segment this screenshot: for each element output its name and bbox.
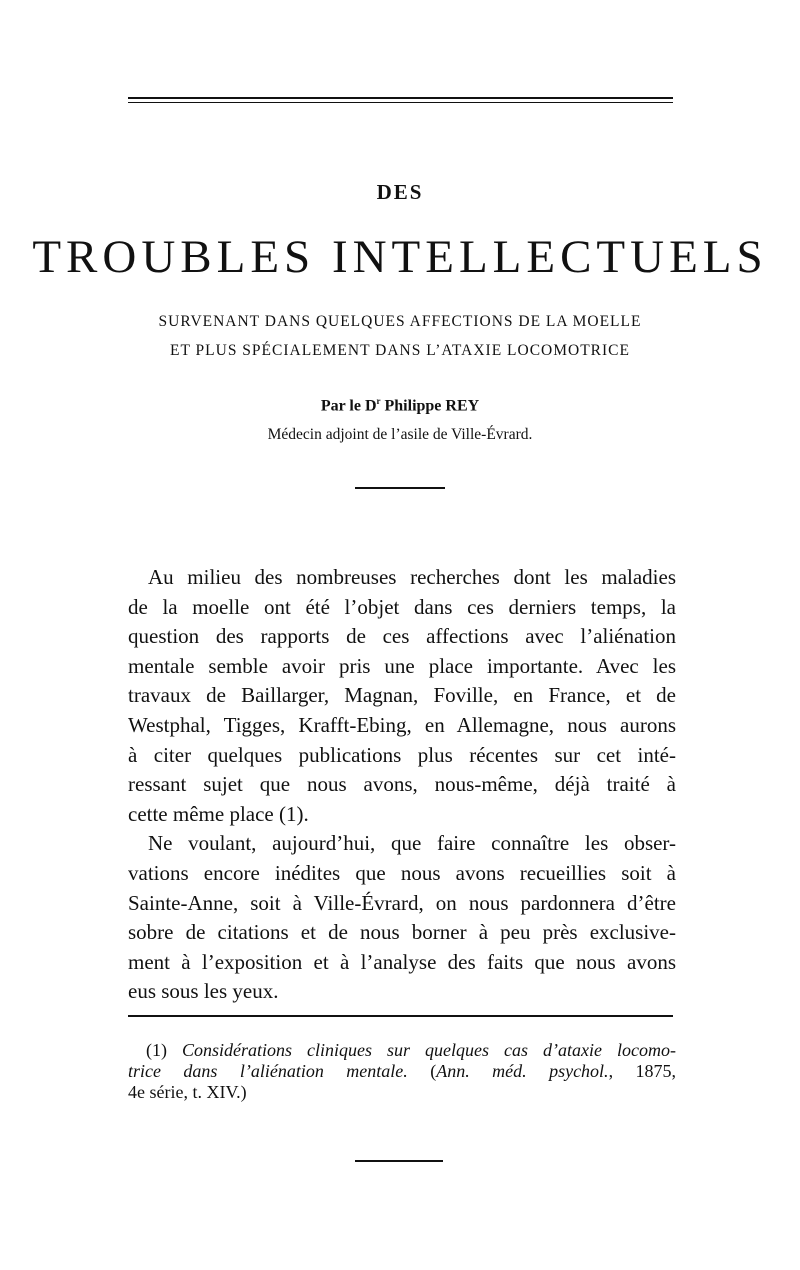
footnote-year: , 1875, xyxy=(608,1061,676,1081)
footnote-ref-open: ( xyxy=(407,1061,437,1081)
footnote-journal: Ann. méd. psychol. xyxy=(436,1061,609,1081)
footnote-marker: (1) xyxy=(146,1040,182,1060)
author-affiliation: Médecin adjoint de l’asile de Ville-Évrard. xyxy=(267,426,533,443)
footnote-title-part-2: trice dans l’aliénation mentale. xyxy=(128,1061,408,1081)
footnote-line-1 xyxy=(128,1040,676,1061)
top-double-rule xyxy=(128,97,673,103)
body-line: vations encore inédites que nous avons recueillies soit à xyxy=(128,860,676,885)
subtitle-line-1: SURVENANT DANS QUELQUES AFFECTIONS DE LA MOELLE xyxy=(158,313,642,330)
body-line: de la moelle ont été l’objet dans ces derniers temps, la xyxy=(128,594,676,619)
footnote-rule xyxy=(128,1015,673,1017)
body-line: ressant sujet que nous avons, nous-même, déjà traité à xyxy=(128,772,676,797)
body-line: Au milieu des nombreuses recherches dont les maladies xyxy=(148,565,676,589)
page-title: TROUBLES INTELLECTUELS xyxy=(32,231,768,283)
body-line: question des rapports de ces affections avec l’aliénation xyxy=(128,624,676,649)
section-divider-bottom xyxy=(355,1160,443,1162)
body-line: travaux de Baillarger, Magnan, Foville, en France, et de xyxy=(128,683,676,708)
footnote-title-part-1: Considérations cliniques sur quelques cas d’ataxie locomo- xyxy=(182,1040,676,1060)
section-divider-top xyxy=(355,487,445,489)
body-line: ment à l’exposition et à l’analyse des faits que nous avons xyxy=(128,949,676,974)
author-title-sup: r xyxy=(376,396,381,406)
author-line xyxy=(0,396,800,415)
body-line: eus sous les yeux. xyxy=(128,979,279,1004)
author-prefix: Par le D xyxy=(320,397,377,415)
body-line: à citer quelques publications plus récentes sur cet inté- xyxy=(128,742,676,767)
title-des: DES xyxy=(376,180,424,204)
body-line: sobre de citations et de nous borner à peu près exclusive- xyxy=(128,920,676,945)
body-line: mentale semble avoir pris une place importante. Avec les xyxy=(128,653,676,678)
footnote-line-3: 4e série, t. XIV.) xyxy=(128,1082,247,1102)
body-line: cette même place (1). xyxy=(128,801,309,826)
body-text xyxy=(128,563,676,1007)
body-line: Westphal, Tigges, Krafft-Ebing, en Allemagne, nous aurons xyxy=(128,712,676,737)
author-name: Philippe REY xyxy=(380,397,480,415)
footnote-line-2 xyxy=(128,1061,676,1082)
subtitle-line-2: ET PLUS SPÉCIALEMENT DANS L’ATAXIE LOCOMOTRICE xyxy=(170,342,630,359)
body-line: Ne voulant, aujourd’hui, que faire connaître les obser- xyxy=(148,831,676,856)
body-line: Sainte-Anne, soit à Ville-Évrard, on nous pardonnera d’être xyxy=(128,890,676,915)
footnote xyxy=(128,1040,676,1103)
